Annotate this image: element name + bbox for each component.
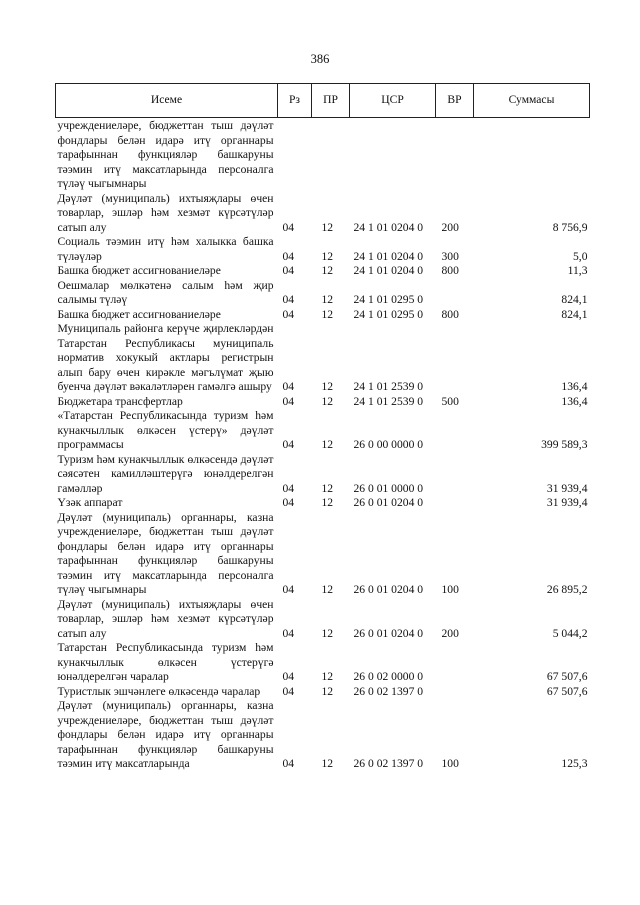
table-row (56, 264, 590, 279)
cell-name: Үзәк аппарат (57, 496, 123, 509)
cell-rz: 04 (282, 394, 295, 408)
cell-pr: 12 (321, 626, 334, 640)
cell-sum: 5 044,2 (552, 626, 588, 640)
cell-rz: 04 (282, 249, 295, 263)
cell-sum: 824,1 (561, 307, 588, 321)
table-row (56, 308, 590, 323)
cell-sum: 125,3 (561, 757, 588, 770)
cell-pr: 12 (321, 757, 334, 770)
header-rz: Рз (278, 84, 312, 118)
cell-csr (350, 118, 436, 192)
cell-csr: 24 1 01 0295 0 (353, 293, 424, 306)
cell-rz: 04 (282, 220, 295, 234)
cell-pr: 12 (321, 496, 334, 509)
table-row (56, 118, 590, 192)
table-row (56, 395, 590, 410)
cell-rz: 04 (282, 583, 295, 596)
cell-name: Оешмалар мөлкәтенә салым һәм җир салымы түләү (57, 278, 274, 306)
cell-sum: 5,0 (573, 249, 588, 263)
cell-name: Социаль тәэмин итү һәм халыкка башка түләүләр (57, 235, 274, 263)
cell-csr: 26 0 02 0000 0 (353, 670, 424, 683)
cell-rz: 04 (282, 626, 295, 640)
cell-sum: 67 507,6 (546, 684, 588, 698)
table-row (56, 322, 590, 395)
cell-pr: 12 (321, 264, 334, 277)
cell-vr: 800 (441, 307, 459, 321)
cell-sum: 26 895,2 (546, 583, 588, 596)
cell-vr (436, 496, 474, 511)
cell-csr: 24 1 01 0204 0 (353, 264, 424, 277)
cell-name: «Татарстан Республикасында туризм һәм кунакчыллык өлкәсен үстерү» дәүләт программасы (57, 409, 274, 451)
cell-csr: 26 0 01 0204 0 (353, 496, 424, 509)
cell-pr: 12 (321, 293, 334, 306)
cell-pr: 12 (321, 438, 334, 451)
cell-name: Дәүләт (муниципаль) ихтыяҗлары өчен товарлар, эшләр һәм хезмәт күрсәтүләр сатып алу (57, 597, 274, 640)
budget-table (55, 83, 590, 772)
cell-sum: 11,3 (567, 264, 588, 277)
cell-sum: 8 756,9 (552, 220, 588, 234)
table-row (56, 699, 590, 772)
cell-rz: 04 (282, 380, 295, 393)
table-row (56, 685, 590, 700)
table-row (56, 496, 590, 511)
cell-rz: 04 (282, 293, 295, 306)
cell-pr: 12 (321, 670, 334, 683)
header-csr: ЦСР (350, 84, 436, 118)
cell-sum: 136,4 (561, 394, 588, 408)
header-vr: ВР (436, 84, 474, 118)
header-sum: Суммасы (474, 84, 590, 118)
cell-rz: 04 (282, 684, 295, 698)
cell-name: Муниципаль районга керүче җирлекләрдән Татарстан Республикасы муниципаль норматив хокукый актлары регистрын алып бару өчен кирәкле мәгълүмат җыю буенча дәүләт вәкаләтләрен гамәлгә ашыру (57, 322, 274, 393)
cell-name: Дәүләт (муниципаль) органнары, казна учреждениеләре, бюджеттан тыш дәүләт фондлары белән идарә итү органнары тарафыннан функцияләр башкаруны тәэмин итү максатларында (57, 699, 274, 770)
cell-name: Бюджетара трансфертлар (57, 394, 183, 408)
cell-name: Дәүләт (муниципаль) органнары, казна учреждениеләре, бюджеттан тыш дәүләт фондлары белән идарә итү органнары тарафыннан функцияләр башкаруны тәэмин итү максатларында персоналга түләү чыгымнары (57, 510, 274, 596)
cell-csr: 26 0 01 0204 0 (353, 583, 424, 596)
cell-csr: 24 1 01 2539 0 (353, 394, 424, 408)
table-row (56, 279, 590, 308)
table-row (56, 641, 590, 685)
cell-vr: 200 (441, 626, 459, 640)
cell-name: Башка бюджет ассигнованиеләре (57, 264, 221, 277)
cell-name: учреждениеләре, бюджеттан тыш дәүләт фондлары белән идарә итү органнары тарафыннан функцияләр башкаруны тәэмин итү максатларында персоналга түләү чыгымнары (57, 119, 274, 190)
table-header (56, 84, 590, 118)
cell-name: Туризм һәм кунакчыллык өлкәсендә дәүләт сәясәтен камилләштерүгә юнәлдерелгән гамәлләр (57, 452, 274, 495)
cell-vr: 800 (441, 264, 459, 277)
table-row (56, 511, 590, 598)
cell-csr: 24 1 01 2539 0 (353, 380, 424, 393)
cell-rz: 04 (282, 481, 295, 495)
cell-sum: 31 939,4 (546, 496, 588, 509)
cell-pr: 12 (321, 380, 334, 393)
cell-sum: 399 589,3 (541, 438, 588, 451)
cell-name: Дәүләт (муниципаль) ихтыяҗлары өчен товарлар, эшләр һәм хезмәт күрсәтүләр сатып алу (57, 191, 274, 234)
cell-pr: 12 (321, 220, 334, 234)
cell-rz (278, 118, 312, 192)
cell-vr: 100 (441, 757, 459, 770)
cell-sum: 824,1 (561, 293, 588, 306)
cell-vr (436, 409, 474, 453)
table-body (56, 118, 590, 772)
table-row (56, 192, 590, 236)
header-pr: ПР (312, 84, 350, 118)
cell-name: Туристлык эшчәнлеге өлкәсендә чаралар (57, 684, 261, 698)
table-row (56, 235, 590, 264)
cell-vr (436, 322, 474, 395)
cell-name: Татарстан Республикасында туризм һәм кунакчыллык өлкәсен үстерүгә юнәлдерелгән чаралар (57, 641, 274, 683)
cell-rz: 04 (282, 757, 295, 770)
cell-vr: 200 (441, 220, 459, 234)
cell-vr (436, 118, 474, 192)
cell-vr (436, 641, 474, 685)
cell-pr: 12 (321, 394, 334, 408)
cell-vr (436, 685, 474, 700)
cell-rz: 04 (282, 264, 295, 277)
cell-pr: 12 (321, 481, 334, 495)
cell-csr: 24 1 01 0204 0 (353, 220, 424, 234)
cell-pr: 12 (321, 249, 334, 263)
cell-vr: 100 (441, 583, 459, 596)
cell-csr: 24 1 01 0295 0 (353, 307, 424, 321)
cell-vr (436, 279, 474, 308)
table-row (56, 453, 590, 497)
cell-csr: 26 0 01 0000 0 (353, 481, 424, 495)
cell-csr: 26 0 01 0204 0 (353, 626, 424, 640)
cell-pr: 12 (321, 684, 334, 698)
cell-name: Башка бюджет ассигнованиеләре (57, 307, 221, 321)
table-row (56, 409, 590, 453)
header-name: Исеме (56, 84, 278, 118)
cell-rz: 04 (282, 307, 295, 321)
cell-pr (312, 118, 350, 192)
table-row (56, 598, 590, 642)
cell-csr: 26 0 02 1397 0 (353, 684, 424, 698)
cell-sum: 67 507,6 (546, 670, 588, 683)
cell-sum: 136,4 (561, 380, 588, 393)
cell-pr: 12 (321, 307, 334, 321)
cell-sum (474, 118, 590, 192)
cell-pr: 12 (321, 583, 334, 596)
cell-vr (436, 453, 474, 497)
cell-vr: 500 (441, 394, 459, 408)
cell-vr: 300 (441, 249, 459, 263)
cell-rz: 04 (282, 438, 295, 451)
cell-rz: 04 (282, 496, 295, 509)
cell-csr: 26 0 00 0000 0 (353, 438, 424, 451)
page-number: 386 (310, 52, 330, 66)
cell-sum: 31 939,4 (546, 481, 588, 495)
cell-csr: 24 1 01 0204 0 (353, 249, 424, 263)
cell-csr: 26 0 02 1397 0 (353, 757, 424, 770)
cell-rz: 04 (282, 670, 295, 683)
